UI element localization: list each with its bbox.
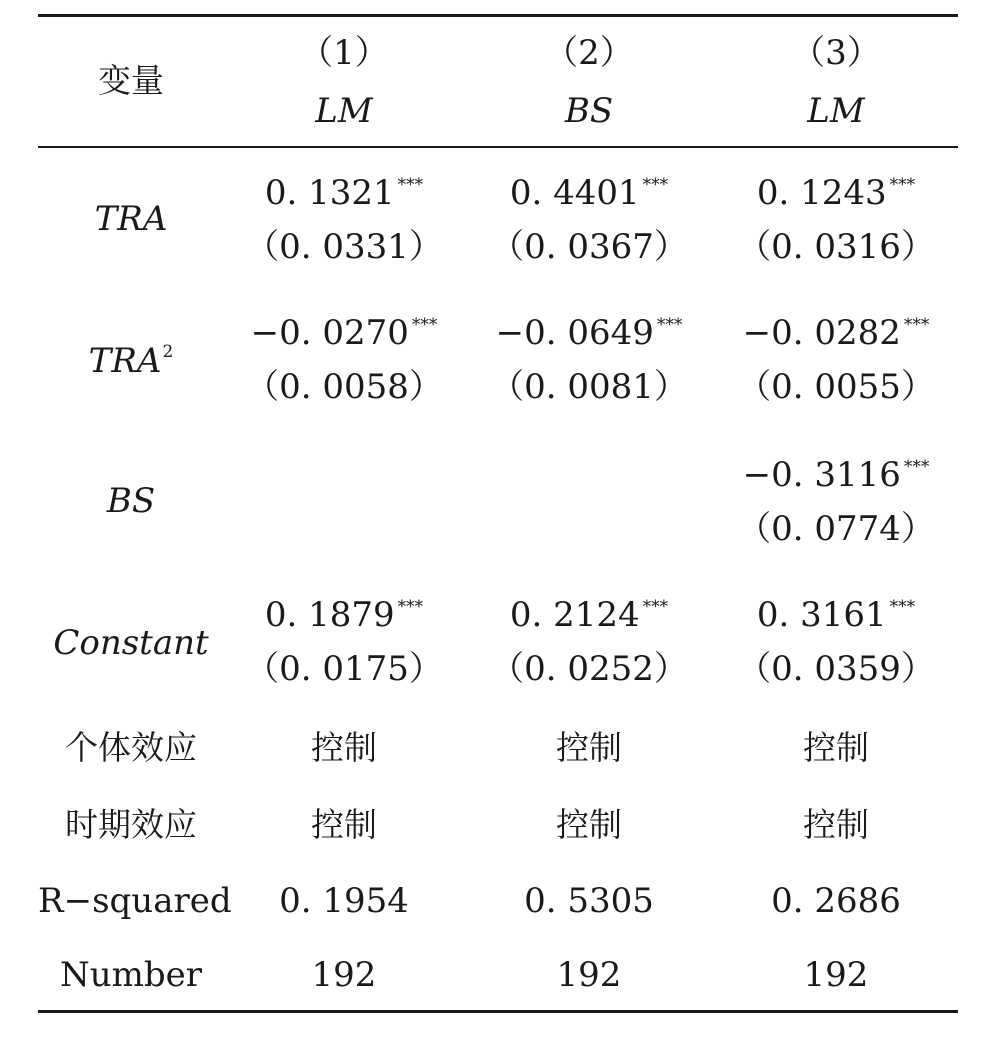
constant-se-3: （0. 0359）: [737, 649, 935, 689]
row-label-bs: BS: [106, 481, 156, 521]
period-effect-2: 控制: [556, 805, 622, 844]
bs-se-3: （0. 0774）: [737, 509, 935, 549]
tra-coef-1: 0. 1321 ***: [264, 173, 424, 213]
row-label-individual-effect: 个体效应: [65, 728, 197, 767]
period-effect-3: 控制: [803, 805, 869, 844]
col2-number: （2）: [544, 33, 634, 73]
significance-stars: ***: [397, 175, 424, 195]
tra2-se-1: （0. 0058）: [245, 367, 443, 407]
bottom-rule: [38, 1010, 958, 1013]
tra2-se-2: （0. 0081）: [490, 367, 688, 407]
significance-stars: ***: [397, 597, 424, 617]
tra2-se-3: （0. 0055）: [737, 367, 935, 407]
tra2-coef-3: −0. 0282 ***: [742, 313, 930, 353]
significance-stars: ***: [656, 315, 683, 335]
tra-se-3: （0. 0316）: [737, 227, 935, 267]
col3-dependent-var: LM: [807, 91, 865, 131]
header-rule: [38, 146, 958, 148]
number-2: 192: [556, 955, 622, 995]
tra2-coef-2: −0. 0649 ***: [495, 313, 683, 353]
top-rule: [38, 14, 958, 17]
significance-stars: ***: [903, 315, 930, 335]
significance-stars: ***: [889, 597, 916, 617]
bs-coef-3: −0. 3116 ***: [742, 455, 930, 495]
row-label-tra: TRA: [94, 199, 168, 239]
period-effect-1: 控制: [311, 805, 377, 844]
variable-header: 变量: [98, 61, 164, 100]
row-label-constant: Constant: [53, 623, 209, 663]
tra-coef-2: 0. 4401 ***: [509, 173, 669, 213]
row-label-tra-squared: TRA$^2$: [88, 341, 174, 381]
significance-stars: ***: [411, 315, 438, 335]
r-squared-1: 0. 1954: [279, 881, 409, 921]
constant-se-1: （0. 0175）: [245, 649, 443, 689]
individual-effect-1: 控制: [311, 728, 377, 767]
col1-dependent-var: LM: [315, 91, 373, 131]
r-squared-3: 0. 2686: [771, 881, 901, 921]
individual-effect-3: 控制: [803, 728, 869, 767]
constant-coef-3: 0. 3161 ***: [756, 595, 916, 635]
row-label-period-effect: 时期效应: [65, 805, 197, 844]
tra-coef-3: 0. 1243 ***: [756, 173, 916, 213]
significance-stars: ***: [642, 597, 669, 617]
tra2-coef-1: −0. 0270 ***: [250, 313, 438, 353]
row-label-r-squared: R−squared: [38, 881, 232, 921]
constant-se-2: （0. 0252）: [490, 649, 688, 689]
col3-number: （3）: [791, 33, 881, 73]
constant-coef-1: 0. 1879 ***: [264, 595, 424, 635]
constant-coef-2: 0. 2124 ***: [509, 595, 669, 635]
number-3: 192: [803, 955, 869, 995]
tra-se-2: （0. 0367）: [490, 227, 688, 267]
individual-effect-2: 控制: [556, 728, 622, 767]
significance-stars: ***: [903, 457, 930, 477]
row-label-number: Number: [59, 955, 203, 995]
tra-se-1: （0. 0331）: [245, 227, 443, 267]
r-squared-2: 0. 5305: [524, 881, 654, 921]
significance-stars: ***: [642, 175, 669, 195]
col2-dependent-var: BS: [564, 91, 614, 131]
col1-number: （1）: [299, 33, 389, 73]
number-1: 192: [311, 955, 377, 995]
significance-stars: ***: [889, 175, 916, 195]
